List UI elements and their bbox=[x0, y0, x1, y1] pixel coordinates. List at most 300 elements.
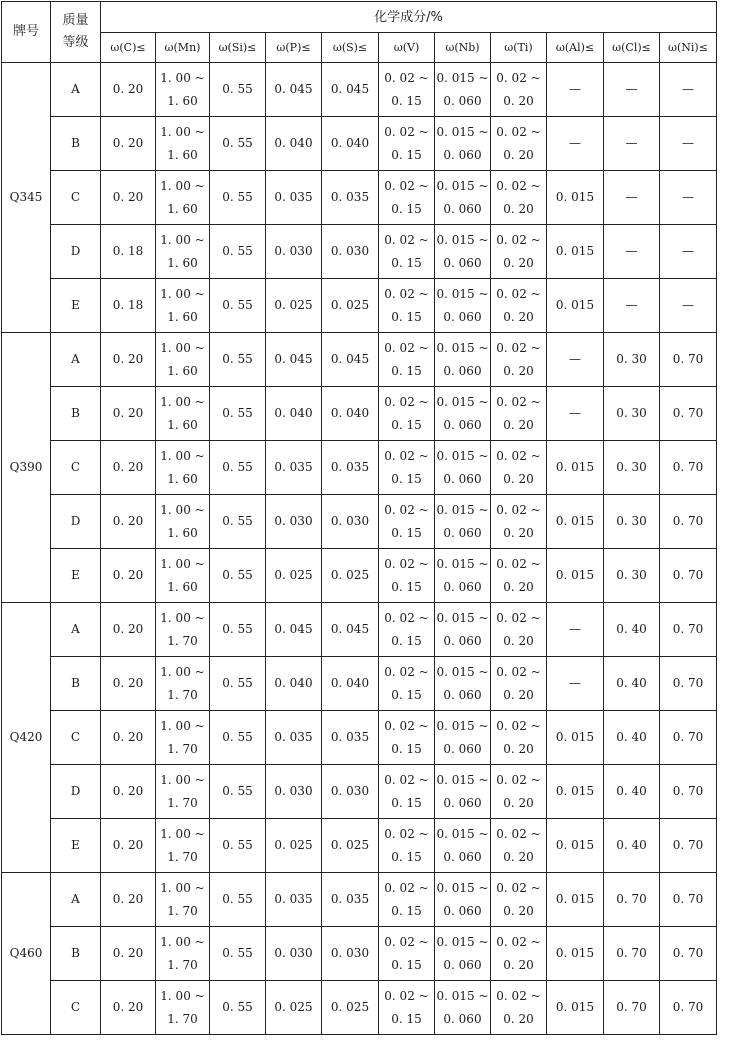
grade-cell: C bbox=[51, 441, 101, 495]
brand-cell: Q460 bbox=[2, 873, 51, 1035]
table-header bbox=[2, 2, 717, 63]
carbon-cell: 0. 20 bbox=[101, 333, 156, 387]
niobium-cell bbox=[435, 603, 491, 657]
grade-cell: A bbox=[51, 333, 101, 387]
vanadium-cell-line2: 0. 15 bbox=[391, 633, 422, 648]
chlorine-cell: 0. 70 bbox=[604, 927, 660, 981]
brand-cell: Q390 bbox=[2, 333, 51, 603]
manganese-cell-line2: 1. 70 bbox=[167, 957, 198, 972]
table-row bbox=[2, 495, 717, 549]
titanium-cell bbox=[491, 495, 547, 549]
manganese-cell bbox=[156, 63, 210, 117]
manganese-cell bbox=[156, 657, 210, 711]
vanadium-cell-line2: 0. 15 bbox=[391, 525, 422, 540]
titanium-cell-line2: 0. 20 bbox=[503, 309, 534, 324]
titanium-cell-line1: 0. 02 ~ bbox=[496, 610, 541, 625]
phosphorus-cell: 0. 035 bbox=[266, 711, 322, 765]
vanadium-cell-line1: 0. 02 ~ bbox=[384, 232, 429, 247]
niobium-cell-line2: 0. 060 bbox=[443, 363, 482, 378]
nickel-cell: 0. 70 bbox=[660, 711, 717, 765]
niobium-cell-line2: 0. 060 bbox=[443, 255, 482, 270]
titanium-cell-line2: 0. 20 bbox=[503, 579, 534, 594]
nickel-cell: 0. 70 bbox=[660, 927, 717, 981]
column-header: ω(Nb) bbox=[435, 33, 491, 63]
carbon-cell: 0. 20 bbox=[101, 117, 156, 171]
manganese-cell-line1: 1. 00 ~ bbox=[160, 718, 205, 733]
sulfur-cell: 0. 045 bbox=[322, 333, 379, 387]
manganese-cell-line2: 1. 60 bbox=[167, 579, 198, 594]
niobium-cell bbox=[435, 873, 491, 927]
titanium-cell-line1: 0. 02 ~ bbox=[496, 70, 541, 85]
titanium-cell bbox=[491, 927, 547, 981]
table-row bbox=[2, 225, 717, 279]
chlorine-cell: 0. 30 bbox=[604, 549, 660, 603]
niobium-cell-line2: 0. 060 bbox=[443, 525, 482, 540]
chlorine-cell: — bbox=[604, 117, 660, 171]
phosphorus-cell: 0. 035 bbox=[266, 873, 322, 927]
carbon-cell: 0. 18 bbox=[101, 225, 156, 279]
phosphorus-cell: 0. 030 bbox=[266, 765, 322, 819]
vanadium-cell bbox=[379, 873, 435, 927]
vanadium-cell-line1: 0. 02 ~ bbox=[384, 502, 429, 517]
aluminum-cell: 0. 015 bbox=[547, 873, 604, 927]
vanadium-cell-line2: 0. 15 bbox=[391, 471, 422, 486]
carbon-cell: 0. 20 bbox=[101, 171, 156, 225]
titanium-cell bbox=[491, 333, 547, 387]
niobium-cell bbox=[435, 63, 491, 117]
niobium-cell-line1: 0. 015 ~ bbox=[436, 718, 489, 733]
carbon-cell: 0. 20 bbox=[101, 549, 156, 603]
niobium-cell bbox=[435, 819, 491, 873]
aluminum-cell: — bbox=[547, 657, 604, 711]
niobium-cell-line2: 0. 060 bbox=[443, 741, 482, 756]
column-header: ω(V) bbox=[379, 33, 435, 63]
vanadium-cell-line1: 0. 02 ~ bbox=[384, 880, 429, 895]
manganese-cell-line1: 1. 00 ~ bbox=[160, 178, 205, 193]
niobium-cell-line2: 0. 060 bbox=[443, 633, 482, 648]
vanadium-cell-line1: 0. 02 ~ bbox=[384, 556, 429, 571]
composition-group-header: 化学成分/% bbox=[101, 2, 717, 33]
sulfur-cell: 0. 025 bbox=[322, 981, 379, 1035]
sulfur-cell: 0. 025 bbox=[322, 549, 379, 603]
sulfur-cell: 0. 030 bbox=[322, 927, 379, 981]
manganese-cell bbox=[156, 441, 210, 495]
manganese-cell-line1: 1. 00 ~ bbox=[160, 502, 205, 517]
sulfur-cell: 0. 040 bbox=[322, 387, 379, 441]
titanium-cell-line1: 0. 02 ~ bbox=[496, 124, 541, 139]
niobium-cell-line1: 0. 015 ~ bbox=[436, 664, 489, 679]
titanium-cell-line2: 0. 20 bbox=[503, 741, 534, 756]
titanium-cell-line1: 0. 02 ~ bbox=[496, 286, 541, 301]
niobium-cell bbox=[435, 549, 491, 603]
manganese-cell-line1: 1. 00 ~ bbox=[160, 772, 205, 787]
chlorine-cell: 0. 40 bbox=[604, 657, 660, 711]
niobium-cell-line1: 0. 015 ~ bbox=[436, 772, 489, 787]
silicon-cell: 0. 55 bbox=[210, 495, 266, 549]
grade-cell: D bbox=[51, 495, 101, 549]
vanadium-cell bbox=[379, 819, 435, 873]
niobium-cell-line2: 0. 060 bbox=[443, 687, 482, 702]
vanadium-cell-line1: 0. 02 ~ bbox=[384, 70, 429, 85]
manganese-cell-line1: 1. 00 ~ bbox=[160, 340, 205, 355]
vanadium-cell-line2: 0. 15 bbox=[391, 363, 422, 378]
titanium-cell-line2: 0. 20 bbox=[503, 417, 534, 432]
vanadium-cell-line1: 0. 02 ~ bbox=[384, 826, 429, 841]
niobium-cell-line2: 0. 060 bbox=[443, 1011, 482, 1026]
vanadium-cell bbox=[379, 441, 435, 495]
grade-cell: E bbox=[51, 549, 101, 603]
titanium-cell bbox=[491, 171, 547, 225]
grade-cell: A bbox=[51, 603, 101, 657]
niobium-cell-line1: 0. 015 ~ bbox=[436, 124, 489, 139]
table-row bbox=[2, 819, 717, 873]
nickel-cell: 0. 70 bbox=[660, 495, 717, 549]
titanium-cell bbox=[491, 711, 547, 765]
chlorine-cell: — bbox=[604, 279, 660, 333]
carbon-cell: 0. 20 bbox=[101, 711, 156, 765]
manganese-cell bbox=[156, 549, 210, 603]
silicon-cell: 0. 55 bbox=[210, 387, 266, 441]
carbon-cell: 0. 18 bbox=[101, 279, 156, 333]
vanadium-cell-line1: 0. 02 ~ bbox=[384, 178, 429, 193]
niobium-cell-line1: 0. 015 ~ bbox=[436, 502, 489, 517]
manganese-cell bbox=[156, 495, 210, 549]
titanium-cell-line2: 0. 20 bbox=[503, 1011, 534, 1026]
vanadium-cell bbox=[379, 603, 435, 657]
titanium-cell bbox=[491, 387, 547, 441]
vanadium-cell bbox=[379, 279, 435, 333]
grade-cell: D bbox=[51, 765, 101, 819]
titanium-cell bbox=[491, 63, 547, 117]
grade-cell: A bbox=[51, 63, 101, 117]
grade-cell: E bbox=[51, 819, 101, 873]
nickel-cell: — bbox=[660, 117, 717, 171]
titanium-cell-line1: 0. 02 ~ bbox=[496, 340, 541, 355]
carbon-cell: 0. 20 bbox=[101, 765, 156, 819]
manganese-cell-line2: 1. 60 bbox=[167, 93, 198, 108]
silicon-cell: 0. 55 bbox=[210, 333, 266, 387]
niobium-cell-line1: 0. 015 ~ bbox=[436, 610, 489, 625]
niobium-cell-line1: 0. 015 ~ bbox=[436, 70, 489, 85]
vanadium-cell bbox=[379, 495, 435, 549]
titanium-cell-line1: 0. 02 ~ bbox=[496, 448, 541, 463]
manganese-cell bbox=[156, 819, 210, 873]
niobium-cell-line1: 0. 015 ~ bbox=[436, 286, 489, 301]
grade-cell: C bbox=[51, 171, 101, 225]
table-row bbox=[2, 117, 717, 171]
phosphorus-cell: 0. 035 bbox=[266, 171, 322, 225]
silicon-cell: 0. 55 bbox=[210, 171, 266, 225]
phosphorus-cell: 0. 035 bbox=[266, 441, 322, 495]
titanium-cell-line2: 0. 20 bbox=[503, 147, 534, 162]
carbon-cell: 0. 20 bbox=[101, 819, 156, 873]
titanium-cell bbox=[491, 873, 547, 927]
manganese-cell-line2: 1. 70 bbox=[167, 1011, 198, 1026]
titanium-cell-line2: 0. 20 bbox=[503, 795, 534, 810]
titanium-cell-line1: 0. 02 ~ bbox=[496, 556, 541, 571]
niobium-cell-line2: 0. 060 bbox=[443, 147, 482, 162]
grade-cell: C bbox=[51, 711, 101, 765]
manganese-cell-line1: 1. 00 ~ bbox=[160, 70, 205, 85]
aluminum-cell: 0. 015 bbox=[547, 549, 604, 603]
vanadium-cell-line1: 0. 02 ~ bbox=[384, 124, 429, 139]
manganese-cell bbox=[156, 603, 210, 657]
silicon-cell: 0. 55 bbox=[210, 63, 266, 117]
vanadium-cell bbox=[379, 927, 435, 981]
vanadium-cell-line2: 0. 15 bbox=[391, 741, 422, 756]
vanadium-cell-line2: 0. 15 bbox=[391, 579, 422, 594]
vanadium-cell bbox=[379, 387, 435, 441]
phosphorus-cell: 0. 030 bbox=[266, 927, 322, 981]
phosphorus-cell: 0. 025 bbox=[266, 819, 322, 873]
silicon-cell: 0. 55 bbox=[210, 819, 266, 873]
grade-header bbox=[51, 2, 101, 63]
chlorine-cell: 0. 30 bbox=[604, 495, 660, 549]
manganese-cell-line2: 1. 60 bbox=[167, 201, 198, 216]
silicon-cell: 0. 55 bbox=[210, 225, 266, 279]
carbon-cell: 0. 20 bbox=[101, 495, 156, 549]
nickel-cell: 0. 70 bbox=[660, 981, 717, 1035]
vanadium-cell-line2: 0. 15 bbox=[391, 309, 422, 324]
titanium-cell bbox=[491, 279, 547, 333]
aluminum-cell: — bbox=[547, 387, 604, 441]
vanadium-cell-line2: 0. 15 bbox=[391, 93, 422, 108]
manganese-cell bbox=[156, 117, 210, 171]
nickel-cell: 0. 70 bbox=[660, 441, 717, 495]
carbon-cell: 0. 20 bbox=[101, 441, 156, 495]
titanium-cell-line1: 0. 02 ~ bbox=[496, 826, 541, 841]
silicon-cell: 0. 55 bbox=[210, 927, 266, 981]
vanadium-cell-line2: 0. 15 bbox=[391, 957, 422, 972]
titanium-cell-line1: 0. 02 ~ bbox=[496, 502, 541, 517]
table-row bbox=[2, 441, 717, 495]
niobium-cell bbox=[435, 225, 491, 279]
vanadium-cell-line2: 0. 15 bbox=[391, 1011, 422, 1026]
grade-cell: E bbox=[51, 279, 101, 333]
table-row bbox=[2, 279, 717, 333]
manganese-cell-line1: 1. 00 ~ bbox=[160, 988, 205, 1003]
chlorine-cell: 0. 30 bbox=[604, 387, 660, 441]
table-row bbox=[2, 873, 717, 927]
silicon-cell: 0. 55 bbox=[210, 279, 266, 333]
sulfur-cell: 0. 045 bbox=[322, 603, 379, 657]
sulfur-cell: 0. 025 bbox=[322, 279, 379, 333]
niobium-cell-line1: 0. 015 ~ bbox=[436, 340, 489, 355]
carbon-cell: 0. 20 bbox=[101, 603, 156, 657]
nickel-cell: 0. 70 bbox=[660, 765, 717, 819]
chlorine-cell: — bbox=[604, 171, 660, 225]
table-row bbox=[2, 765, 717, 819]
carbon-cell: 0. 20 bbox=[101, 63, 156, 117]
manganese-cell bbox=[156, 873, 210, 927]
grade-cell: A bbox=[51, 873, 101, 927]
chlorine-cell: 0. 40 bbox=[604, 765, 660, 819]
manganese-cell bbox=[156, 333, 210, 387]
niobium-cell bbox=[435, 711, 491, 765]
grade-header-line1: 质量 bbox=[62, 13, 89, 28]
manganese-cell-line2: 1. 60 bbox=[167, 309, 198, 324]
manganese-cell-line2: 1. 60 bbox=[167, 417, 198, 432]
grade-cell: D bbox=[51, 225, 101, 279]
phosphorus-cell: 0. 030 bbox=[266, 225, 322, 279]
vanadium-cell bbox=[379, 333, 435, 387]
chlorine-cell: 0. 30 bbox=[604, 333, 660, 387]
grade-header-line2: 等级 bbox=[62, 35, 89, 50]
grade-cell: B bbox=[51, 387, 101, 441]
nickel-cell: 0. 70 bbox=[660, 603, 717, 657]
column-header: ω(C)≤ bbox=[101, 33, 156, 63]
vanadium-cell bbox=[379, 981, 435, 1035]
niobium-cell-line2: 0. 060 bbox=[443, 201, 482, 216]
table-row bbox=[2, 927, 717, 981]
titanium-cell bbox=[491, 549, 547, 603]
vanadium-cell-line1: 0. 02 ~ bbox=[384, 664, 429, 679]
vanadium-cell-line2: 0. 15 bbox=[391, 201, 422, 216]
carbon-cell: 0. 20 bbox=[101, 981, 156, 1035]
sulfur-cell: 0. 040 bbox=[322, 657, 379, 711]
phosphorus-cell: 0. 045 bbox=[266, 63, 322, 117]
niobium-cell-line2: 0. 060 bbox=[443, 93, 482, 108]
silicon-cell: 0. 55 bbox=[210, 441, 266, 495]
column-header: ω(Si)≤ bbox=[210, 33, 266, 63]
sulfur-cell: 0. 035 bbox=[322, 171, 379, 225]
vanadium-cell bbox=[379, 765, 435, 819]
sulfur-cell: 0. 035 bbox=[322, 441, 379, 495]
manganese-cell bbox=[156, 171, 210, 225]
nickel-cell: 0. 70 bbox=[660, 873, 717, 927]
aluminum-cell: — bbox=[547, 333, 604, 387]
manganese-cell-line2: 1. 70 bbox=[167, 687, 198, 702]
manganese-cell-line1: 1. 00 ~ bbox=[160, 826, 205, 841]
phosphorus-cell: 0. 030 bbox=[266, 495, 322, 549]
phosphorus-cell: 0. 045 bbox=[266, 333, 322, 387]
titanium-cell bbox=[491, 819, 547, 873]
niobium-cell-line1: 0. 015 ~ bbox=[436, 826, 489, 841]
chemical-composition-table bbox=[1, 1, 717, 1035]
niobium-cell bbox=[435, 279, 491, 333]
niobium-cell bbox=[435, 765, 491, 819]
manganese-cell-line1: 1. 00 ~ bbox=[160, 934, 205, 949]
silicon-cell: 0. 55 bbox=[210, 657, 266, 711]
column-header: ω(Cl)≤ bbox=[604, 33, 660, 63]
silicon-cell: 0. 55 bbox=[210, 117, 266, 171]
niobium-cell-line1: 0. 015 ~ bbox=[436, 988, 489, 1003]
aluminum-cell: 0. 015 bbox=[547, 441, 604, 495]
titanium-cell-line2: 0. 20 bbox=[503, 849, 534, 864]
manganese-cell bbox=[156, 711, 210, 765]
titanium-cell bbox=[491, 117, 547, 171]
manganese-cell-line1: 1. 00 ~ bbox=[160, 556, 205, 571]
titanium-cell-line2: 0. 20 bbox=[503, 687, 534, 702]
titanium-cell bbox=[491, 603, 547, 657]
sulfur-cell: 0. 035 bbox=[322, 711, 379, 765]
chlorine-cell: 0. 70 bbox=[604, 981, 660, 1035]
aluminum-cell: — bbox=[547, 63, 604, 117]
silicon-cell: 0. 55 bbox=[210, 981, 266, 1035]
table-row bbox=[2, 603, 717, 657]
nickel-cell: 0. 70 bbox=[660, 387, 717, 441]
titanium-cell-line1: 0. 02 ~ bbox=[496, 664, 541, 679]
aluminum-cell: 0. 015 bbox=[547, 981, 604, 1035]
titanium-cell-line1: 0. 02 ~ bbox=[496, 718, 541, 733]
niobium-cell-line2: 0. 060 bbox=[443, 849, 482, 864]
niobium-cell bbox=[435, 333, 491, 387]
titanium-cell-line2: 0. 20 bbox=[503, 957, 534, 972]
vanadium-cell bbox=[379, 171, 435, 225]
nickel-cell: — bbox=[660, 63, 717, 117]
niobium-cell-line1: 0. 015 ~ bbox=[436, 394, 489, 409]
manganese-cell bbox=[156, 225, 210, 279]
titanium-cell-line2: 0. 20 bbox=[503, 255, 534, 270]
vanadium-cell-line2: 0. 15 bbox=[391, 903, 422, 918]
niobium-cell-line1: 0. 015 ~ bbox=[436, 880, 489, 895]
manganese-cell bbox=[156, 387, 210, 441]
niobium-cell-line2: 0. 060 bbox=[443, 417, 482, 432]
carbon-cell: 0. 20 bbox=[101, 387, 156, 441]
manganese-cell-line2: 1. 60 bbox=[167, 255, 198, 270]
vanadium-cell bbox=[379, 225, 435, 279]
vanadium-cell-line1: 0. 02 ~ bbox=[384, 718, 429, 733]
titanium-cell-line2: 0. 20 bbox=[503, 525, 534, 540]
vanadium-cell-line2: 0. 15 bbox=[391, 849, 422, 864]
column-header: ω(Al)≤ bbox=[547, 33, 604, 63]
manganese-cell-line1: 1. 00 ~ bbox=[160, 610, 205, 625]
vanadium-cell bbox=[379, 657, 435, 711]
phosphorus-cell: 0. 040 bbox=[266, 387, 322, 441]
phosphorus-cell: 0. 025 bbox=[266, 981, 322, 1035]
nickel-cell: — bbox=[660, 171, 717, 225]
vanadium-cell-line2: 0. 15 bbox=[391, 687, 422, 702]
sulfur-cell: 0. 045 bbox=[322, 63, 379, 117]
titanium-cell bbox=[491, 765, 547, 819]
aluminum-cell: 0. 015 bbox=[547, 495, 604, 549]
manganese-cell-line1: 1. 00 ~ bbox=[160, 448, 205, 463]
table-body bbox=[2, 63, 717, 1035]
titanium-cell-line2: 0. 20 bbox=[503, 363, 534, 378]
aluminum-cell: 0. 015 bbox=[547, 171, 604, 225]
chlorine-cell: — bbox=[604, 63, 660, 117]
niobium-cell-line2: 0. 060 bbox=[443, 795, 482, 810]
niobium-cell-line2: 0. 060 bbox=[443, 903, 482, 918]
column-header: ω(Mn) bbox=[156, 33, 210, 63]
titanium-cell-line1: 0. 02 ~ bbox=[496, 394, 541, 409]
niobium-cell-line1: 0. 015 ~ bbox=[436, 448, 489, 463]
silicon-cell: 0. 55 bbox=[210, 765, 266, 819]
column-header: ω(S)≤ bbox=[322, 33, 379, 63]
sulfur-cell: 0. 040 bbox=[322, 117, 379, 171]
nickel-cell: 0. 70 bbox=[660, 333, 717, 387]
niobium-cell-line2: 0. 060 bbox=[443, 471, 482, 486]
aluminum-cell: 0. 015 bbox=[547, 711, 604, 765]
niobium-cell bbox=[435, 981, 491, 1035]
carbon-cell: 0. 20 bbox=[101, 657, 156, 711]
titanium-cell bbox=[491, 657, 547, 711]
column-header: ω(P)≤ bbox=[266, 33, 322, 63]
titanium-cell bbox=[491, 441, 547, 495]
vanadium-cell-line1: 0. 02 ~ bbox=[384, 286, 429, 301]
manganese-cell-line2: 1. 60 bbox=[167, 525, 198, 540]
brand-cell: Q345 bbox=[2, 63, 51, 333]
brand-cell: Q420 bbox=[2, 603, 51, 873]
column-header: ω(Ti) bbox=[491, 33, 547, 63]
phosphorus-cell: 0. 045 bbox=[266, 603, 322, 657]
vanadium-cell-line1: 0. 02 ~ bbox=[384, 934, 429, 949]
niobium-cell bbox=[435, 927, 491, 981]
titanium-cell-line1: 0. 02 ~ bbox=[496, 178, 541, 193]
manganese-cell-line1: 1. 00 ~ bbox=[160, 664, 205, 679]
manganese-cell-line1: 1. 00 ~ bbox=[160, 394, 205, 409]
titanium-cell-line1: 0. 02 ~ bbox=[496, 232, 541, 247]
